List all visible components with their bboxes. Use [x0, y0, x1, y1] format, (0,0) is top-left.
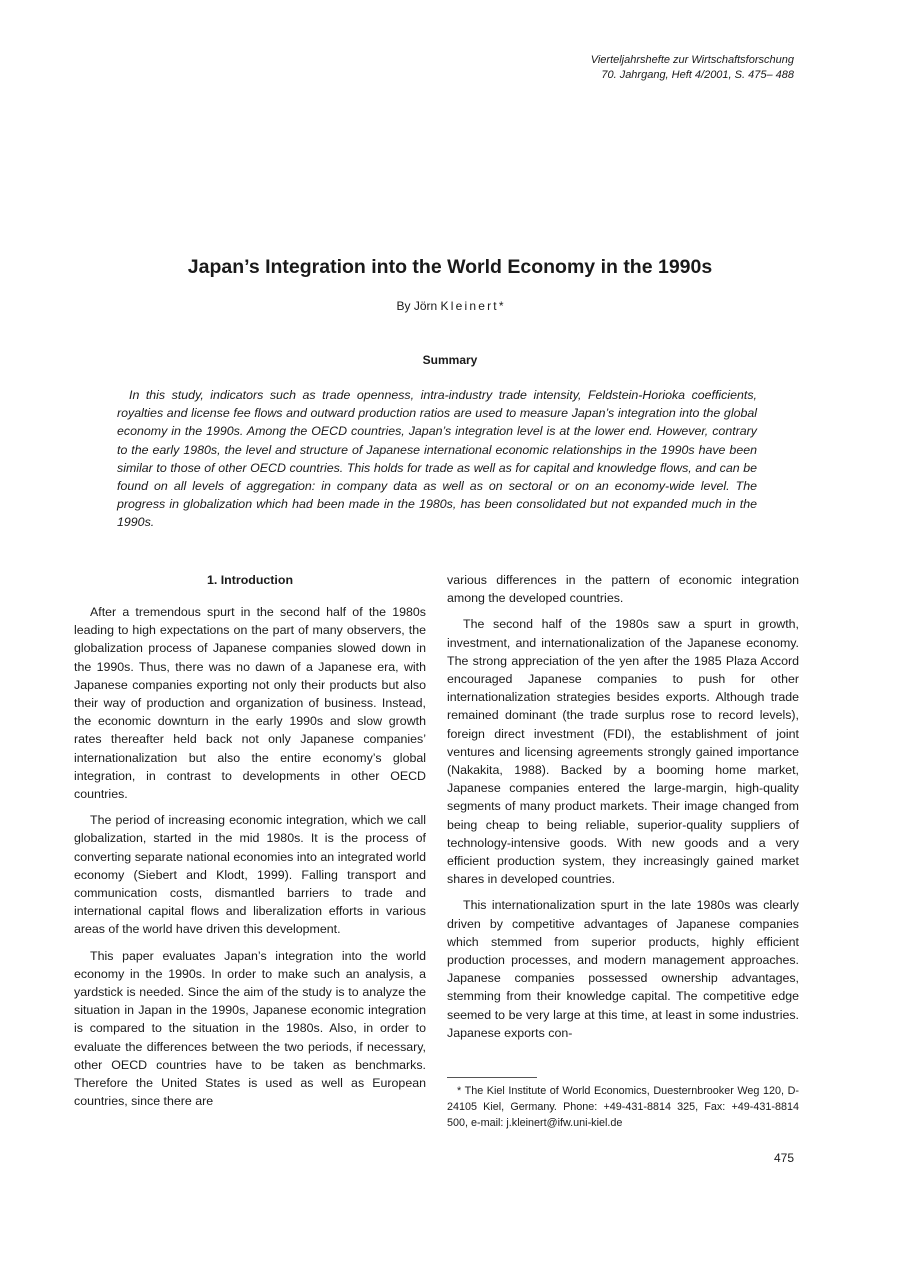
body-paragraph: This internationalization spurt in the late 1980s was clearly driven by competitive advantages of Japanese companies which stemmed from superior products, highly efficient production processes, and modern management approaches. Japanese companies possessed ownership advantages, stemming from their knowledge capital. The competitive edge seemed to be very large at this time, at least in some industries. Japanese exports con-: [447, 898, 799, 1040]
body-paragraph: various differences in the pattern of economic integration among the developed countries.: [447, 573, 799, 606]
body-paragraph: The period of increasing economic integration, which we call globalization, started in the mid 1980s. It is the process of converting separate national economies into an integrated world economy (Siebert and Klodt, 1999). Falling transport and communication costs, dismantled barriers to trade and international capital flows and liberalization efforts in various areas of the world have driven this development.: [74, 813, 426, 937]
journal-name: Vierteljahrshefte zur Wirtschaftsforschung: [590, 54, 794, 66]
summary-heading: Summary: [422, 353, 478, 367]
left-column: [74, 571, 426, 1118]
section-heading-introduction: 1. Introduction: [206, 573, 294, 587]
page-number: 475: [773, 1151, 794, 1165]
body-paragraph: This paper evaluates Japan’s integration into the world economy in the 1990s. In order to make such an analysis, a yardstick is needed. Since the aim of the study is to analyze the situation in Japan in the 1990s, Japanese economic integration is compared to the situation in the 1980s. Also, in order to evaluate the differences between the two periods, if necessary, other OECD countries have to be taken as benchmarks. Therefore the United States is used as well as European countries, since there are: [74, 948, 426, 1109]
journal-issue: 70. Jahrgang, Heft 4/2001, S. 475– 488: [601, 69, 794, 81]
author-surname: Kleinert: [440, 299, 499, 313]
author-footnote-mark: *: [498, 299, 504, 313]
footnote: * The Kiel Institute of World Economics, Duesternbrooker Weg 120, D-24105 Kiel, Germany. Phone: +49-431-8814 325, Fax: +49-431-8814 500, e-mail: j.kleinert@ifw.uni-kiel.de: [447, 1085, 799, 1129]
author-prefix: By Jörn: [396, 299, 438, 313]
body-paragraph: The second half of the 1980s saw a spurt in growth, investment, and internationalization of the Japanese economy. The strong appreciation of the yen after the 1985 Plaza Accord encouraged Japanese companies to push for other internationalization strategies besides exports. Although trade remained dominant (the trade surplus rose to record levels), foreign direct investment (FDI), the establishment of joint ventures and licensing agreements strongly gained importance (Nakakita, 1988). Backed by a booming home market, Japanese companies entered the large-margin, high-quality segments of many product markets. Their image changed from being cheap to being reliable, superior-quality suppliers of technology-intensive goods. With new goods and a very efficient production system, they increasingly gained market shares in developed countries.: [447, 617, 799, 887]
paper-title: Japan’s Integration into the World Economy in the 1990s: [187, 256, 713, 278]
summary-text: In this study, indicators such as trade openness, intra-industry trade intensity, Feldstein-Horioka coefficients, royalties and license fee flows and outward production ratios are used to measure Japan’s integration into the global economy in the 1990s. Among the OECD countries, Japan’s integration level is at the lower end. However, contrary to the early 1980s, the level and structure of Japanese international economic relationships in the 1990s have been similar to those of other OECD countries. This holds for trade as well as for capital and knowledge flows, and can be found on all levels of aggregation: in company data as well as on sectoral or on an economy-wide level. The progress in globalization which had been made in the 1980s, has been consolidated but not expanded much in the 1990s.: [117, 388, 757, 530]
author-line: [0, 299, 900, 313]
body-paragraph: After a tremendous spurt in the second half of the 1980s leading to high expectations on the part of many observers, the globalization process of Japanese companies slowed down in the 1990s. Thus, there was no dawn of a Japanese era, with Japanese companies exporting not only their products but also their way of production and organization of business. Instead, the economic downturn in the early 1990s and slow growth rates thereafter held back not only Japanese companies’ internationalization but also the entire economy’s global integration, in contrast to developments in other OECD countries.: [74, 605, 426, 802]
right-column: [447, 571, 799, 1050]
journal-header: [591, 53, 794, 83]
footnote-rule: [447, 1077, 537, 1078]
